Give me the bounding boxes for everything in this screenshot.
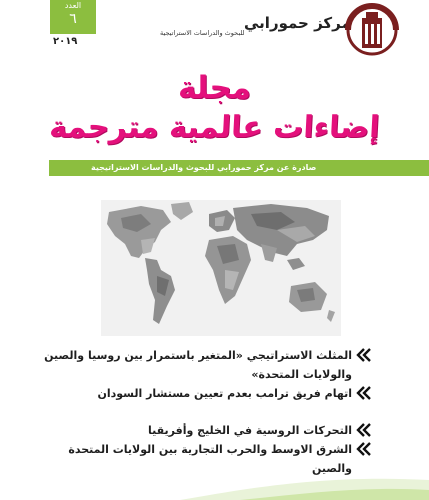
center-subtitle: للبحوث والدراسات الاستراتيجية (160, 29, 245, 37)
double-chevron-icon (355, 441, 372, 457)
world-map-icon (101, 200, 341, 336)
hammurabi-logo-icon (336, 0, 408, 58)
list-item (42, 384, 372, 403)
list-item (42, 421, 372, 440)
list-item-text: المثلث الاستراتيجي «المتغير باستمرار بين روسيا والصين والولايات المتحدة» (44, 349, 352, 381)
list-item-text: اتهام فريق ترامب بعدم تعيين مستشار السودان (97, 387, 352, 400)
publisher-band (49, 160, 429, 176)
double-chevron-icon (355, 347, 372, 363)
list-item (42, 346, 372, 384)
double-chevron-icon (355, 422, 372, 438)
issue-label: العدد (64, 1, 82, 10)
issue-year: ٢٠١٩ (53, 36, 78, 47)
decorative-wave (0, 460, 429, 500)
double-chevron-icon (355, 385, 372, 401)
world-map-image (101, 200, 341, 336)
magazine-title: مجلة (178, 70, 251, 106)
magazine-subtitle: إضاءات عالمية مترجمة (48, 110, 381, 145)
article-list (42, 346, 372, 478)
issue-number: ٦ (69, 11, 77, 27)
center-name: مركز حمورابي (244, 14, 351, 32)
publisher-text: صادرة عن مركز حمورابي للبحوث والدراسات الاستراتيجية (91, 163, 317, 172)
issue-badge (50, 0, 96, 34)
list-item-text: التحركات الروسية في الخليج وأفريقيا (147, 424, 352, 437)
list-item-text: الشرق الاوسط والحرب التجارية بين الولايات المتحدة والصين (68, 443, 352, 475)
